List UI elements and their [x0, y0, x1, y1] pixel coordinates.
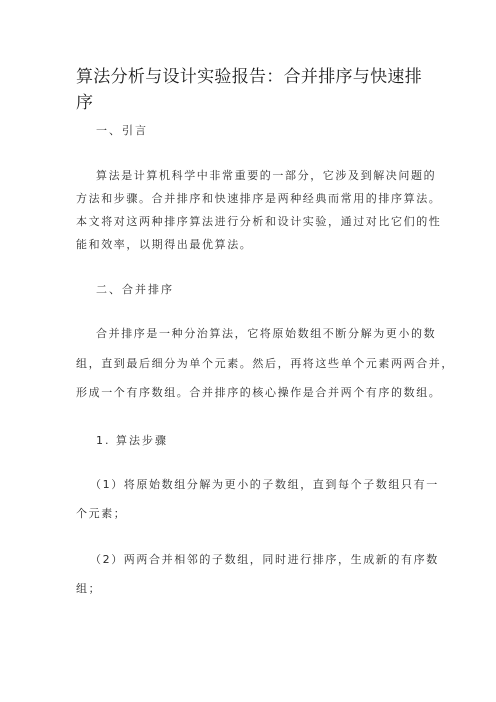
- step-line: 组；: [76, 582, 102, 595]
- subsection-heading-algorithm-steps: 1. 算法步骤: [96, 434, 168, 447]
- paragraph-line: 组，直到最后细分为单个元素。然后，再将这些单个元素两两合并，: [76, 357, 454, 370]
- paragraph-line: 方法和步骤。合并排序和快速排序是两种经典而常用的排序算法。: [76, 192, 442, 205]
- paragraph-line: 算法是计算机科学中非常重要的一部分，它涉及到解决问题的: [96, 169, 437, 182]
- paragraph-line: 形成一个有序数组。合并排序的核心操作是合并两个有序的数组。: [76, 386, 442, 399]
- paragraph-line: 本文将对这两种排序算法进行分析和设计实验，通过对比它们的性: [76, 215, 442, 228]
- step-line: 个元素；: [76, 507, 127, 520]
- section-heading-introduction: 一、引言: [96, 124, 148, 137]
- step-line: （2）两两合并相邻的子数组，同时进行排序，生成新的有序数: [90, 553, 439, 566]
- document-title: 算法分析与设计实验报告：合并排序与快速排序: [76, 67, 422, 113]
- section-heading-merge-sort: 二、合并排序: [96, 283, 174, 296]
- paragraph-line: 合并排序是一种分治算法，它将原始数组不断分解为更小的数: [96, 327, 437, 340]
- step-line: （1）将原始数组分解为更小的子数组，直到每个子数组只有一: [90, 478, 439, 491]
- paragraph-line: 能和效率，以期得出最优算法。: [76, 238, 253, 251]
